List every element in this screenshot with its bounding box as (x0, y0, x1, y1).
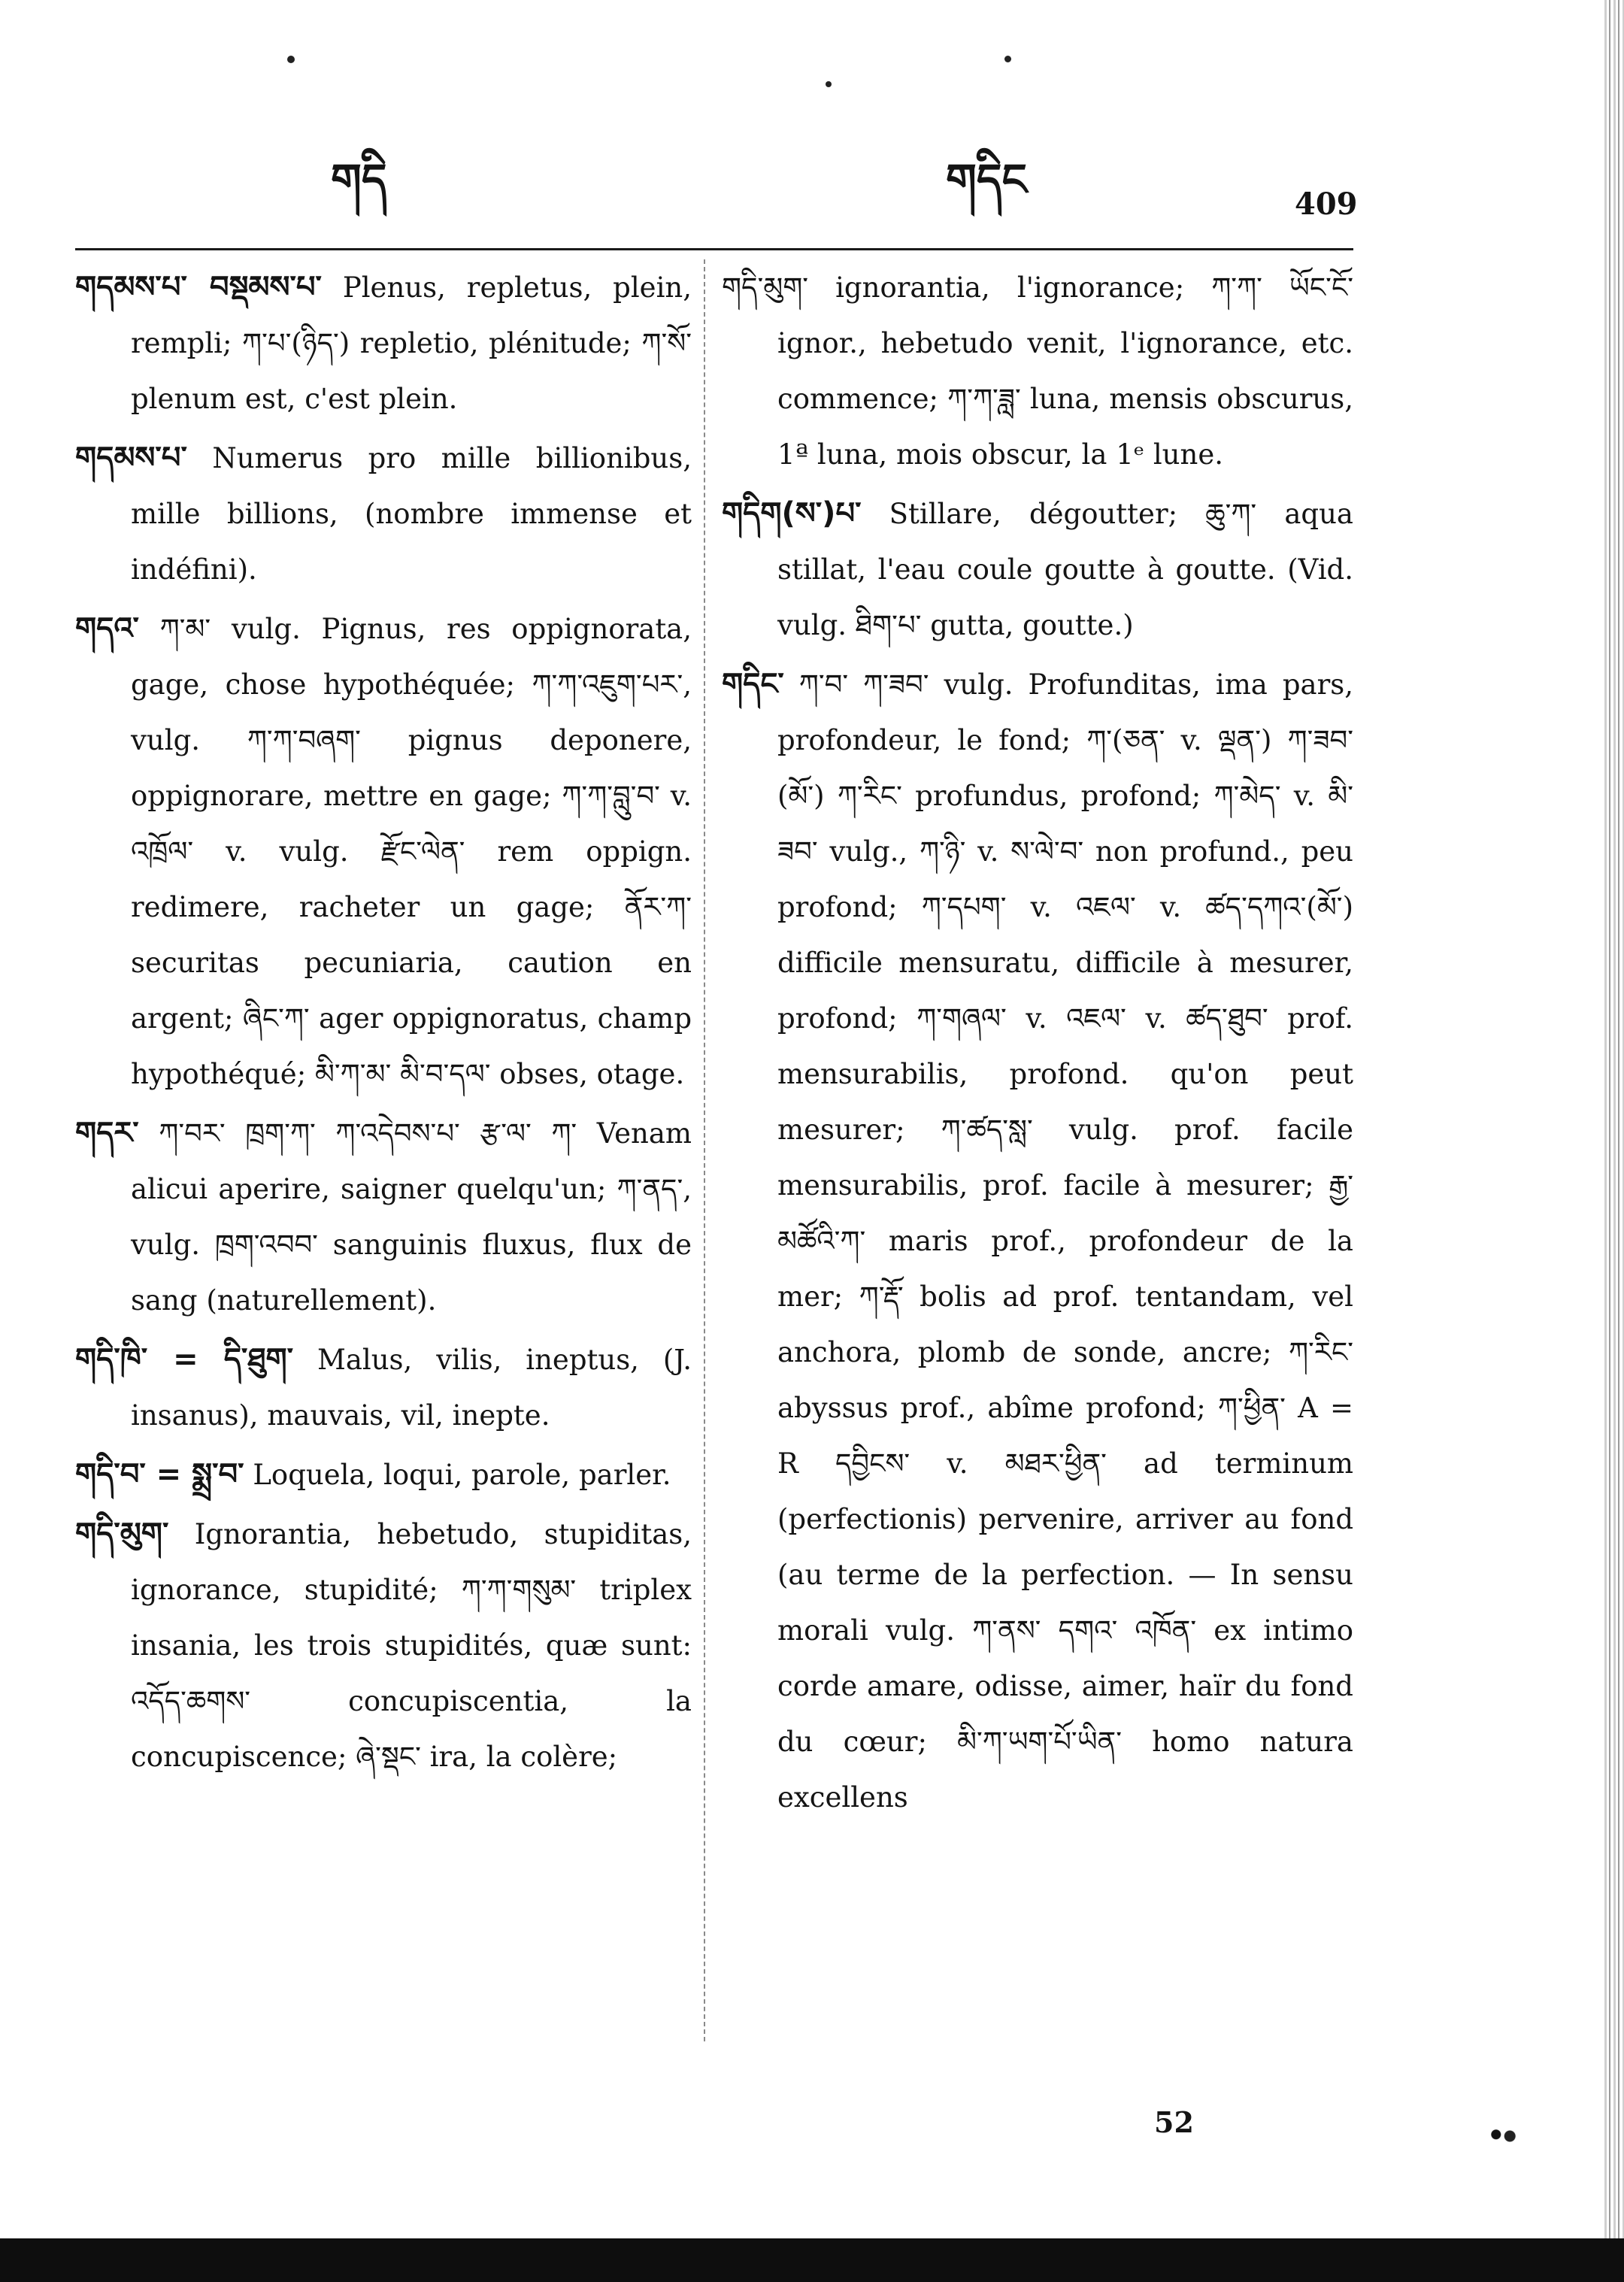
entry (75, 1105, 692, 1329)
page-edge (1604, 0, 1624, 2241)
entry-text: Plenus, repletus, plein, rempli; ཀ་པ་(ཉིད་) repletio, plénitude; ཀ་སོ་ plenum est, c'est plein. (131, 271, 692, 415)
entry (75, 1506, 692, 1785)
speck (1004, 56, 1011, 62)
entry-text: གདི་མུག་ ignorantia, l'ignorance; ཀ་ཀ་ ཡོང་ངོ་ ignor., hebetudo venit, l'ignorance, etc. commence; ཀ་ཀ་ཟླ་ luna, mensis obscurus, 1ª luna, mois obscur, la 1ᵉ lune. (722, 271, 1353, 471)
entry-headword: གདིག(ས་)པ་ (722, 496, 862, 531)
entry-text: Ignorantia, hebetudo, stupiditas, ignorance, stupidité; ཀ་ཀ་གསུམ་ triplex insania, les trois stupidités, quæ sunt: འདོད་ཆགས་ concupiscentia, la concupiscence; ཞེ་སྡང་ ira, la colère; (131, 1518, 692, 1773)
entry-text: ཀ་མ་ vulg. Pignus, res oppignorata, gage, chose hypothéquée; ཀ་ཀ་འཇུག་པར་, vulg. ཀ་ཀ་བཞག་ pignus deponere, oppignorare, mettre en gage; ཀ་ཀ་བླུ་བ་ v. འཁྲོལ་ v. vulg. རྫོང་ལེན་ rem oppign. redimere, racheter un gage; ནོར་ཀ་ securitas pecuniaria, caution en argent; ཞིང་ཀ་ ager oppignoratus, champ hypothéqué; མི་ཀ་མ་ མི་བ་དལ་ obses, otage. (131, 613, 692, 1090)
entry (75, 601, 692, 1102)
entry-text: Malus, vilis, ineptus, (J. insanus), mauvais, vil, inepte. (131, 1344, 692, 1432)
entry (722, 259, 1353, 483)
signature-mark: 52 (1154, 2105, 1194, 2139)
speck (826, 81, 832, 87)
entry-headword: གདི་མུག་ (75, 1517, 169, 1551)
entry-headword: གདི་ཁི་ = དི་ཐུག་ (75, 1342, 294, 1377)
entry-text: ཀ་བར་ ཁྲག་ཀ་ ཀ་འདེབས་པ་ རྩ་ལ་ ཀ་ Venam alicui aperire, saigner quelqu'un; ཀ་ནད་, vulg. ཁྲག་འབབ་ sanguinis fluxus, flux de sang (naturellement). (131, 1117, 692, 1317)
entry-headword: གདིང་ (722, 667, 784, 702)
entry-text: Stillare, dégoutter; ཆུ་ཀ་ aqua stillat, l'eau coule goutte à goutte. (Vid. vulg. ཐིག་པ་ gutta, goutte.) (777, 498, 1353, 641)
entry (75, 430, 692, 598)
running-head-left: གདི (331, 154, 387, 205)
entry (75, 1332, 692, 1444)
entry (722, 656, 1353, 1826)
entry-text: Numerus pro mille billionibus, mille billions, (nombre immense et indéfini). (131, 442, 692, 586)
page-number: 409 (1295, 186, 1358, 222)
column-divider (704, 259, 705, 2041)
entry-text: ཀ་བ་ ཀ་ཟབ་ vulg. Profunditas, ima pars, profondeur, le fond; ཀ་(ཅན་ v. ལྡན་) ཀ་ཟབ་(མོ་) ཀ་རིང་ profundus, profond; ཀ་མེད་ v. མི་ཟབ་ vulg., ཀ་ཉི་ v. ས་ལེ་བ་ non profund., peu profond; ཀ་དཔག་ v. འཇལ་ v. ཚད་དཀའ་(མོ་) difficile mensuratu, difficile à mesurer, profond; ཀ་གཞལ་ v. འཇལ་ v. ཚད་ཐུབ་ prof. mensurabilis, profond. qu'on peut mesurer; ཀ་ཚད་སླ་ vulg. prof. facile mensurabilis, prof. facile à mesurer; རྒྱ་མཚོའི་ཀ་ maris prof., profondeur de la mer; ཀ་རྡོ་ bolis ad prof. tentandam, vel anchora, plomb de sonde, ancre; ཀ་རིང་ abyssus prof., abîme profond; ཀ་ཕྱིན་ A = R དབྱིངས་ v. མཐར་ཕྱིན་ ad terminum (perfectionis) pervenire, arriver au fond (au terme de la perfection. — In sensu morali vulg. ཀ་ནས་ དགའ་ འཁོན་ ex intimo corde amare, odisse, aimer, haïr du fond du cœur; མི་ཀ་ཡག་པོ་ཡིན་ homo natura excellens (777, 668, 1354, 1814)
entry-text: Loquela, loqui, parole, parler. (253, 1459, 671, 1491)
entry (722, 486, 1353, 653)
entry-headword: གདི་བ་ = སྨྲ་བ་ (75, 1457, 244, 1492)
scan-bottom-bar (0, 2238, 1624, 2282)
right-column (722, 259, 1353, 1829)
entry-headword: གདམས་པ་ བསྡམས་པ་ (75, 270, 322, 305)
entry-headword: གདའ་ (75, 611, 139, 646)
left-column (75, 259, 692, 1788)
running-head-right: གདིང (946, 154, 1027, 205)
entry (75, 259, 692, 427)
ink-blot (1486, 2128, 1520, 2144)
entry-headword: གདམས་པ་ (75, 441, 187, 475)
header-rule (75, 248, 1353, 250)
speck (287, 56, 295, 63)
entry-headword: གདར་ (75, 1116, 139, 1150)
entry (75, 1447, 692, 1503)
